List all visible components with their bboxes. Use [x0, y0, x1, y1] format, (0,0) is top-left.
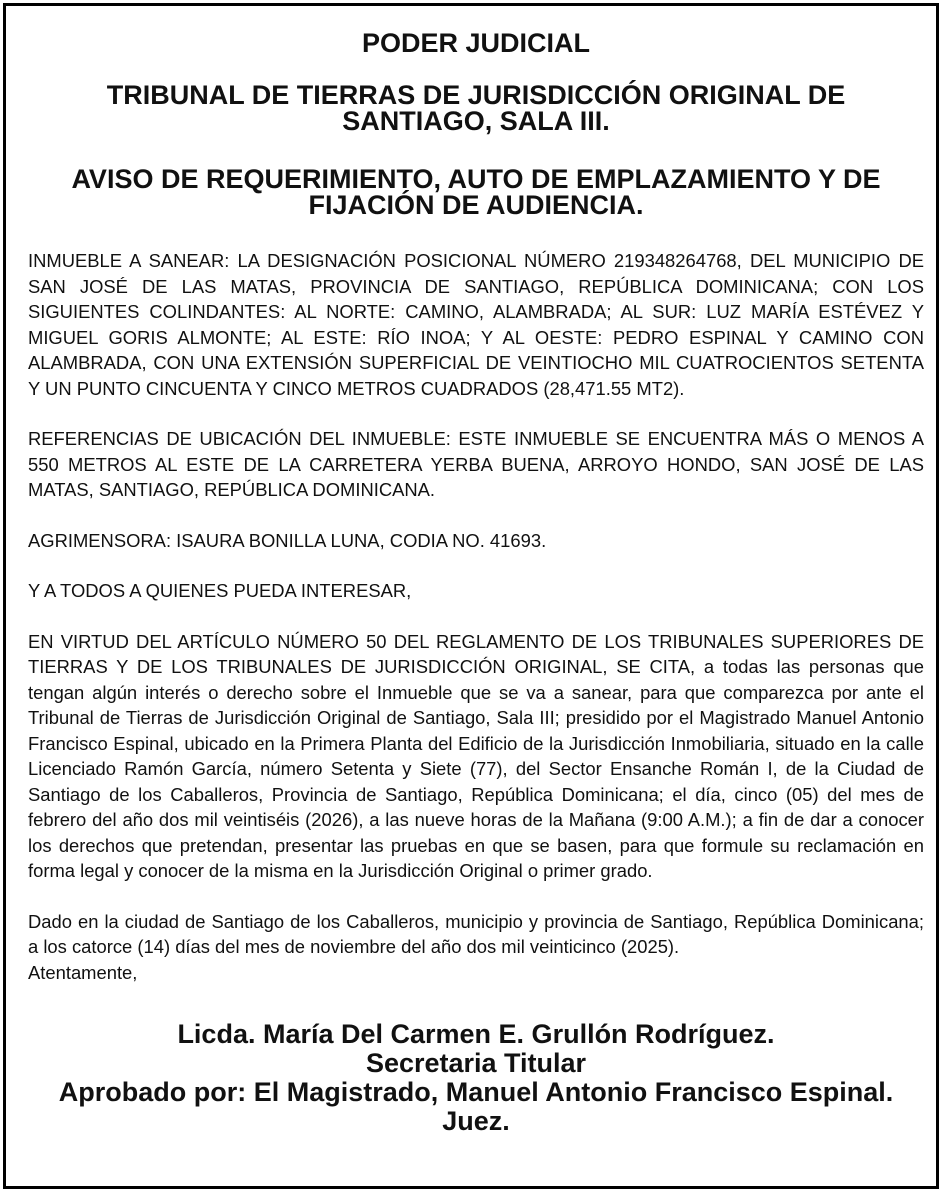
notice-border: [3, 3, 939, 1189]
signatory-name: Licda. María Del Carmen E. Grullón Rodríguez.: [177, 1019, 775, 1049]
location-paragraph: REFERENCIAS DE UBICACIÓN DEL INMUEBLE: ESTE INMUEBLE SE ENCUENTRA MÁS O MENOS A 550 METROS AL ESTE DE LA CARRETERA YERBA BUENA, ARROYO HONDO, SAN JOSÉ DE LAS MATAS, SANTIAGO, REPÚBLICA DOMINICANA.: [28, 428, 924, 500]
property-paragraph: INMUEBLE A SANEAR: LA DESIGNACIÓN POSICIONAL NÚMERO 219348264768, DEL MUNICIPIO DE SAN JOSÉ DE LAS MATAS, PROVINCIA DE SANTIAGO, REPÚBLICA DOMINICANA; CON LOS SIGUIENTES COLINDANTES: AL NORTE: CAMINO, ALAMBRADA; AL SUR: LUZ MARÍA ESTÉVEZ Y MIGUEL GORIS ALMONTE; AL ESTE: RÍO INOA; Y AL OESTE: PEDRO ESPINAL Y CAMINO CON ALAMBRADA, CON UNA EXTENSIÓN SUPERFICIAL DE VEINTIOCHO MIL CUATROCIENTOS SETENTA Y UN PUNTO CINCUENTA Y CINCO METROS CUADRADOS (28,471.55 MT2).: [28, 250, 924, 399]
given-at-paragraph: Dado en la ciudad de Santiago de los Caballeros, municipio y provincia de Santiago, República Dominicana; a los catorce (14) días del mes de noviembre del año dos mil veinticinco (2025).: [28, 910, 924, 957]
notice-content: [28, 28, 924, 1136]
surveyor-paragraph: AGRIMENSORA: ISAURA BONILLA LUNA, CODIA NO. 41693.: [28, 529, 547, 551]
approval-line: Aprobado por: El Magistrado, Manuel Antonio Francisco Espinal. Juez.: [58, 1077, 894, 1136]
closing-text: Atentamente,: [28, 961, 138, 983]
citation-paragraph: EN VIRTUD DEL ARTÍCULO NÚMERO 50 DEL REGLAMENTO DE LOS TRIBUNALES SUPERIORES DE TIERRAS Y DE LOS TRIBUNALES DE JURISDICCIÓN ORIGINAL, SE CITA, a todas las personas que tengan algún interés o derecho sobre el Inmueble que se va a sanear, para que comparezca por ante el Tribunal de Tierras de Jurisdicción Original de Santiago, Sala III; presidido por el Magistrado Manuel Antonio Francisco Espinal, ubicado en la Primera Planta del Edificio de la Jurisdicción Inmobiliaria, situado en la calle Licenciado Ramón García, número Setenta y Siete (77), del Sector Ensanche Román I, de la Ciudad de Santiago de los Caballeros, Provincia de Santiago, República Dominicana; el día, cinco (05) del mes de febrero del año dos mil veintiséis (2026), a las nueve horas de la Mañana (9:00 A.M.); a fin de dar a conocer los derechos que pretendan, presentar las pruebas en que se basen, para que formule su reclamación en forma legal y conocer de la misma en la Jurisdicción Original o primer grado.: [28, 630, 924, 881]
notice-title: AVISO DE REQUERIMIENTO, AUTO DE EMPLAZAMIENTO Y DE FIJACIÓN DE AUDIENCIA.: [71, 164, 881, 220]
signatory-role: Secretaria Titular: [365, 1048, 587, 1078]
court-heading: TRIBUNAL DE TIERRAS DE JURISDICCIÓN ORIGINAL DE SANTIAGO, SALA III.: [106, 80, 846, 136]
addressee-paragraph: Y A TODOS A QUIENES PUEDA INTERESAR,: [28, 580, 412, 601]
institution-heading: PODER JUDICIAL: [361, 28, 591, 58]
